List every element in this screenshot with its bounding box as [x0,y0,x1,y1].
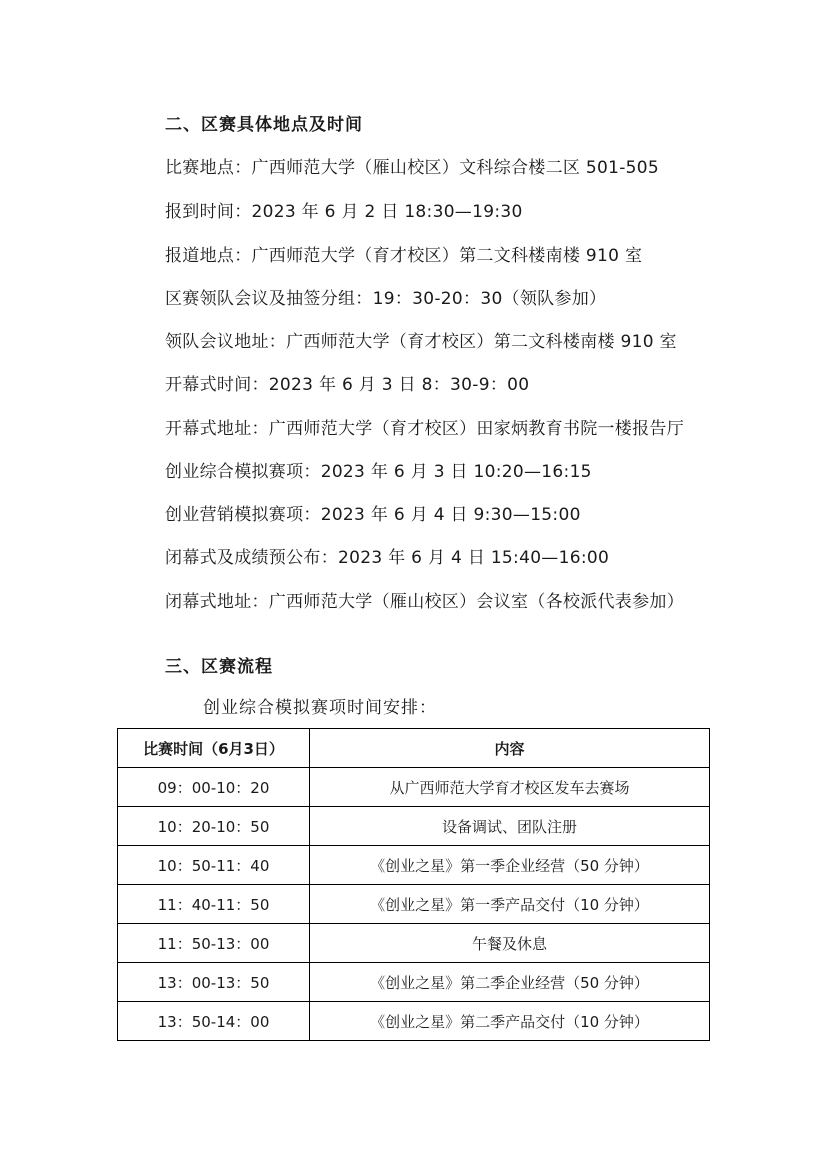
table-header-row [118,729,710,768]
column-header-content: 内容 [310,729,710,768]
info-line-checkin-place: 报道地点：广西师范大学（育才校区）第二文科楼南楼 910 室 [165,246,643,266]
time-cell: 13：00-13：50 [118,963,310,1002]
info-line-comprehensive-event: 创业综合模拟赛项：2023 年 6 月 3 日 10:20—16:15 [165,462,592,482]
info-line-closing-address: 闭幕式地址：广西师范大学（雁山校区）会议室（各校派代表参加） [165,592,684,612]
info-line-venue: 比赛地点：广西师范大学（雁山校区）文科综合楼二区 501-505 [165,158,660,178]
info-line-leader-meeting-address: 领队会议地址：广西师范大学（育才校区）第二文科楼南楼 910 室 [165,332,677,352]
time-cell: 11：50-13：00 [118,924,310,963]
time-cell: 10：50-11：40 [118,846,310,885]
info-line-opening-time: 开幕式时间：2023 年 6 月 3 日 8：30-9：00 [165,375,530,395]
info-line-marketing-event: 创业营销模拟赛项：2023 年 6 月 4 日 9:30—15:00 [165,505,581,525]
content-cell: 《创业之星》第一季企业经营（50 分钟） [310,846,710,885]
table-row [118,807,710,846]
table-row [118,885,710,924]
time-cell: 10：20-10：50 [118,807,310,846]
info-line-opening-address: 开幕式地址：广西师范大学（育才校区）田家炳教育书院一楼报告厅 [165,419,684,439]
section-heading-venue-time: 二、区赛具体地点及时间 [165,115,363,135]
table-row [118,924,710,963]
content-cell: 午餐及休息 [310,924,710,963]
table-row [118,1002,710,1041]
table-row [118,963,710,1002]
info-line-checkin-time: 报到时间：2023 年 6 月 2 日 18:30—19:30 [165,202,523,222]
time-cell: 11：40-11：50 [118,885,310,924]
content-cell: 《创业之星》第二季产品交付（10 分钟） [310,1002,710,1041]
content-cell: 《创业之星》第二季企业经营（50 分钟） [310,963,710,1002]
content-cell: 设备调试、团队注册 [310,807,710,846]
schedule-intro: 创业综合模拟赛项时间安排： [203,698,437,718]
time-cell: 13：50-14：00 [118,1002,310,1041]
info-line-leader-meeting: 区赛领队会议及抽签分组：19：30-20：30（领队参加） [165,289,607,309]
content-cell: 从广西师范大学育才校区发车去赛场 [310,768,710,807]
content-cell: 《创业之星》第一季产品交付（10 分钟） [310,885,710,924]
section-heading-process: 三、区赛流程 [165,657,273,677]
table-row [118,846,710,885]
time-cell: 09：00-10：20 [118,768,310,807]
column-header-time: 比赛时间（6月3日） [118,729,310,768]
info-line-closing-time: 闭幕式及成绩预公布：2023 年 6 月 4 日 15:40—16:00 [165,548,610,568]
table-row [118,768,710,807]
schedule-table [117,728,710,1041]
